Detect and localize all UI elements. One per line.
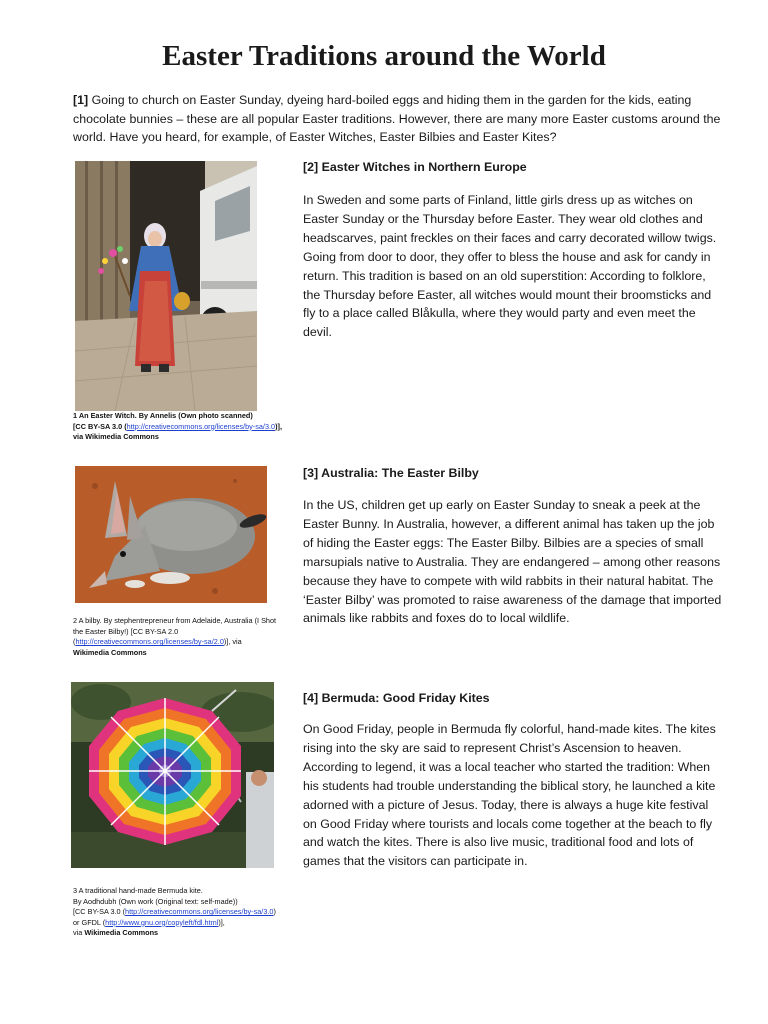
intro-paragraph bbox=[73, 91, 723, 147]
section-body-witches: In Sweden and some parts of Finland, little girls dress up as witches on Easter Sunday or the Thursday before Easter. They wear old clothes and headscarves, paint freckles on their faces and carry decorated willow twigs. Going from door to door, they offer to bless the house and ask for candy in return. This tradition is based on an old superstition: According to folklore, the Thursday before Easter, all witches would mount their broomsticks and fly to a place called Blåkulla, where they would party and even meet the devil. bbox=[303, 193, 717, 340]
section-heading-witches: [2] Easter Witches in Northern Europe bbox=[303, 160, 527, 174]
figure-caption-2 bbox=[73, 616, 285, 658]
caption-1-license: [CC BY-SA 3.0 ( bbox=[73, 421, 127, 431]
caption-3-gfdl-pre: or GFDL ( bbox=[73, 917, 106, 927]
caption-3-license: [CC BY-SA 3.0 ( bbox=[73, 907, 126, 917]
caption-1-license-end: )], bbox=[275, 421, 282, 431]
section-heading-kites: [4] Bermuda: Good Friday Kites bbox=[303, 691, 490, 705]
intro-text: Going to church on Easter Sunday, dyeing hard-boiled eggs and hiding them in the garden for the kids, eating chocolate bunnies – these are all popular Easter traditions. However, there are many more Easter customs around the world. Have you heard, for example, of Easter Witches, Easter Bilbies and Easter Kites? bbox=[73, 93, 721, 145]
caption-3-via: Wikimedia Commons bbox=[84, 928, 159, 938]
caption-1-line: 1 An Easter Witch. By Annelis (Own photo scanned) bbox=[73, 411, 253, 420]
caption-1-link[interactable]: http://creativecommons.org/licenses/by-sa/3.0 bbox=[126, 421, 276, 431]
caption-2-via: Wikimedia Commons bbox=[73, 647, 147, 657]
caption-3-via-pre: via bbox=[73, 928, 85, 938]
caption-3-license-end: ) bbox=[273, 907, 276, 917]
caption-3-gfdl-link[interactable]: http://www.gnu.org/copyleft/fdl.html bbox=[105, 917, 219, 927]
bermuda-kite-photo bbox=[71, 682, 274, 868]
caption-3-line-2: By Aodhdubh (Own work (Original text: self-made)) bbox=[73, 896, 238, 906]
caption-3-link[interactable]: http://creativecommons.org/licenses/by-sa/3.0 bbox=[125, 907, 274, 917]
bilby-photo bbox=[75, 466, 267, 603]
caption-2-license-end: )], via bbox=[223, 637, 242, 647]
section-body-kites: On Good Friday, people in Bermuda fly colorful, hand-made kites. The kites rising into the sky are said to represent Christ’s Ascension to heaven. According to legend, it was a local teacher who started the tradition: When his students had trouble understanding the biblical story, he launched a kite adorned with a picture of Jesus. Today, there is always a huge kite festival on Good Friday where tourists and locals come together at the beach to fly and watch the kites. There is also live music, traditional food and lots of games that the visitors can participate in. bbox=[303, 722, 716, 869]
intro-number: [1] bbox=[73, 93, 89, 107]
caption-3-line-1: 3 A traditional hand-made Bermuda kite. bbox=[73, 886, 203, 895]
section-heading-bilby: [3] Australia: The Easter Bilby bbox=[303, 466, 479, 480]
figure-caption-3 bbox=[73, 886, 288, 939]
caption-3-gfdl-post: )], bbox=[218, 917, 225, 927]
caption-2-line: 2 A bilby. By stephentrepreneur from Adelaide, Australia (I Shot the Easter Bilby!) [CC BY-SA 2.0 ( bbox=[73, 616, 277, 647]
easter-witch-photo bbox=[75, 161, 257, 411]
section-body-bilby: In the US, children get up early on Easter Sunday to sneak a peek at the Easter Bunny. In Australia, however, a different animal has taken up the job of hiding the Easter eggs: The Easter Bilby. Bilbies are a species of small marsupials native to Australia. They are endangered – among other reasons because they have to compete with wild rabbits in their natural habitat. The ‘Easter Bilby’ was promoted to raise awareness of the damage that imported animals like rabbits and foxes do to local wildlife. bbox=[303, 498, 722, 626]
caption-2-link[interactable]: http://creativecommons.org/licenses/by-sa/2.0 bbox=[75, 637, 224, 647]
figure-caption-1 bbox=[73, 411, 293, 443]
caption-1-via: via Wikimedia Commons bbox=[73, 432, 159, 442]
page-title: Easter Traditions around the World bbox=[162, 40, 606, 72]
